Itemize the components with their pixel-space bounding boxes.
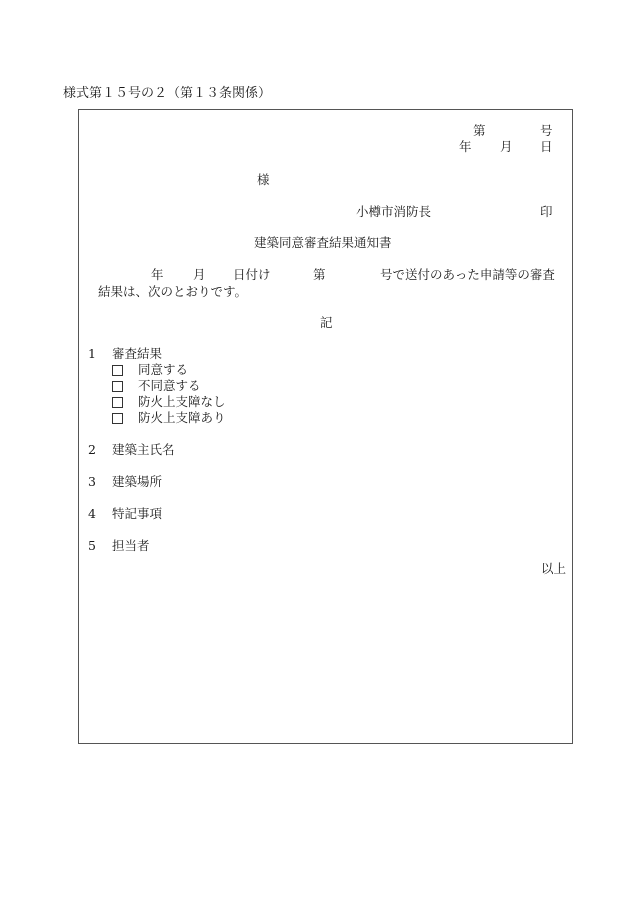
section-label: 担当者	[112, 538, 150, 553]
section-number: 2	[88, 442, 96, 457]
body-dai: 第	[313, 267, 326, 282]
section-number: 3	[88, 474, 96, 489]
section-number: 1	[88, 346, 96, 361]
body-dated: 日付け	[233, 267, 271, 282]
body-text-line2: 結果は、次のとおりです。	[98, 284, 248, 299]
section-label: 審査結果	[112, 346, 163, 361]
option-label: 不同意する	[138, 378, 201, 393]
form-frame	[78, 109, 573, 744]
section-label: 特記事項	[112, 506, 163, 521]
section-label: 建築場所	[112, 474, 163, 489]
body-text-line1: 号で送付のあった申請等の審査	[380, 267, 555, 282]
checkbox[interactable]	[112, 365, 123, 378]
closing-text: 以上	[541, 561, 567, 576]
body-year: 年	[151, 267, 164, 282]
notice-title: 建築同意審査結果通知書	[254, 235, 392, 250]
checkbox[interactable]	[112, 397, 123, 410]
checkbox[interactable]	[112, 413, 123, 426]
option-label: 防火上支障あり	[138, 410, 226, 425]
date-day: 日	[540, 139, 553, 154]
doc-number-dai: 第	[473, 123, 486, 138]
checkbox[interactable]	[112, 381, 123, 394]
issuer-seal: 印	[540, 204, 553, 219]
ki-heading: 記	[320, 315, 333, 330]
section-number: 5	[88, 538, 96, 553]
issuer-name: 小樽市消防長	[356, 204, 432, 219]
option-label: 同意する	[138, 362, 189, 377]
section-number: 4	[88, 506, 96, 521]
date-month: 月	[500, 139, 513, 154]
addressee-suffix: 様	[257, 172, 270, 187]
form-title: 様式第１５号の２（第１３条関係）	[63, 86, 272, 101]
doc-number-go: 号	[540, 123, 553, 138]
option-label: 防火上支障なし	[138, 394, 226, 409]
section-label: 建築主氏名	[112, 442, 175, 457]
body-month: 月	[193, 267, 206, 282]
date-year: 年	[459, 139, 472, 154]
